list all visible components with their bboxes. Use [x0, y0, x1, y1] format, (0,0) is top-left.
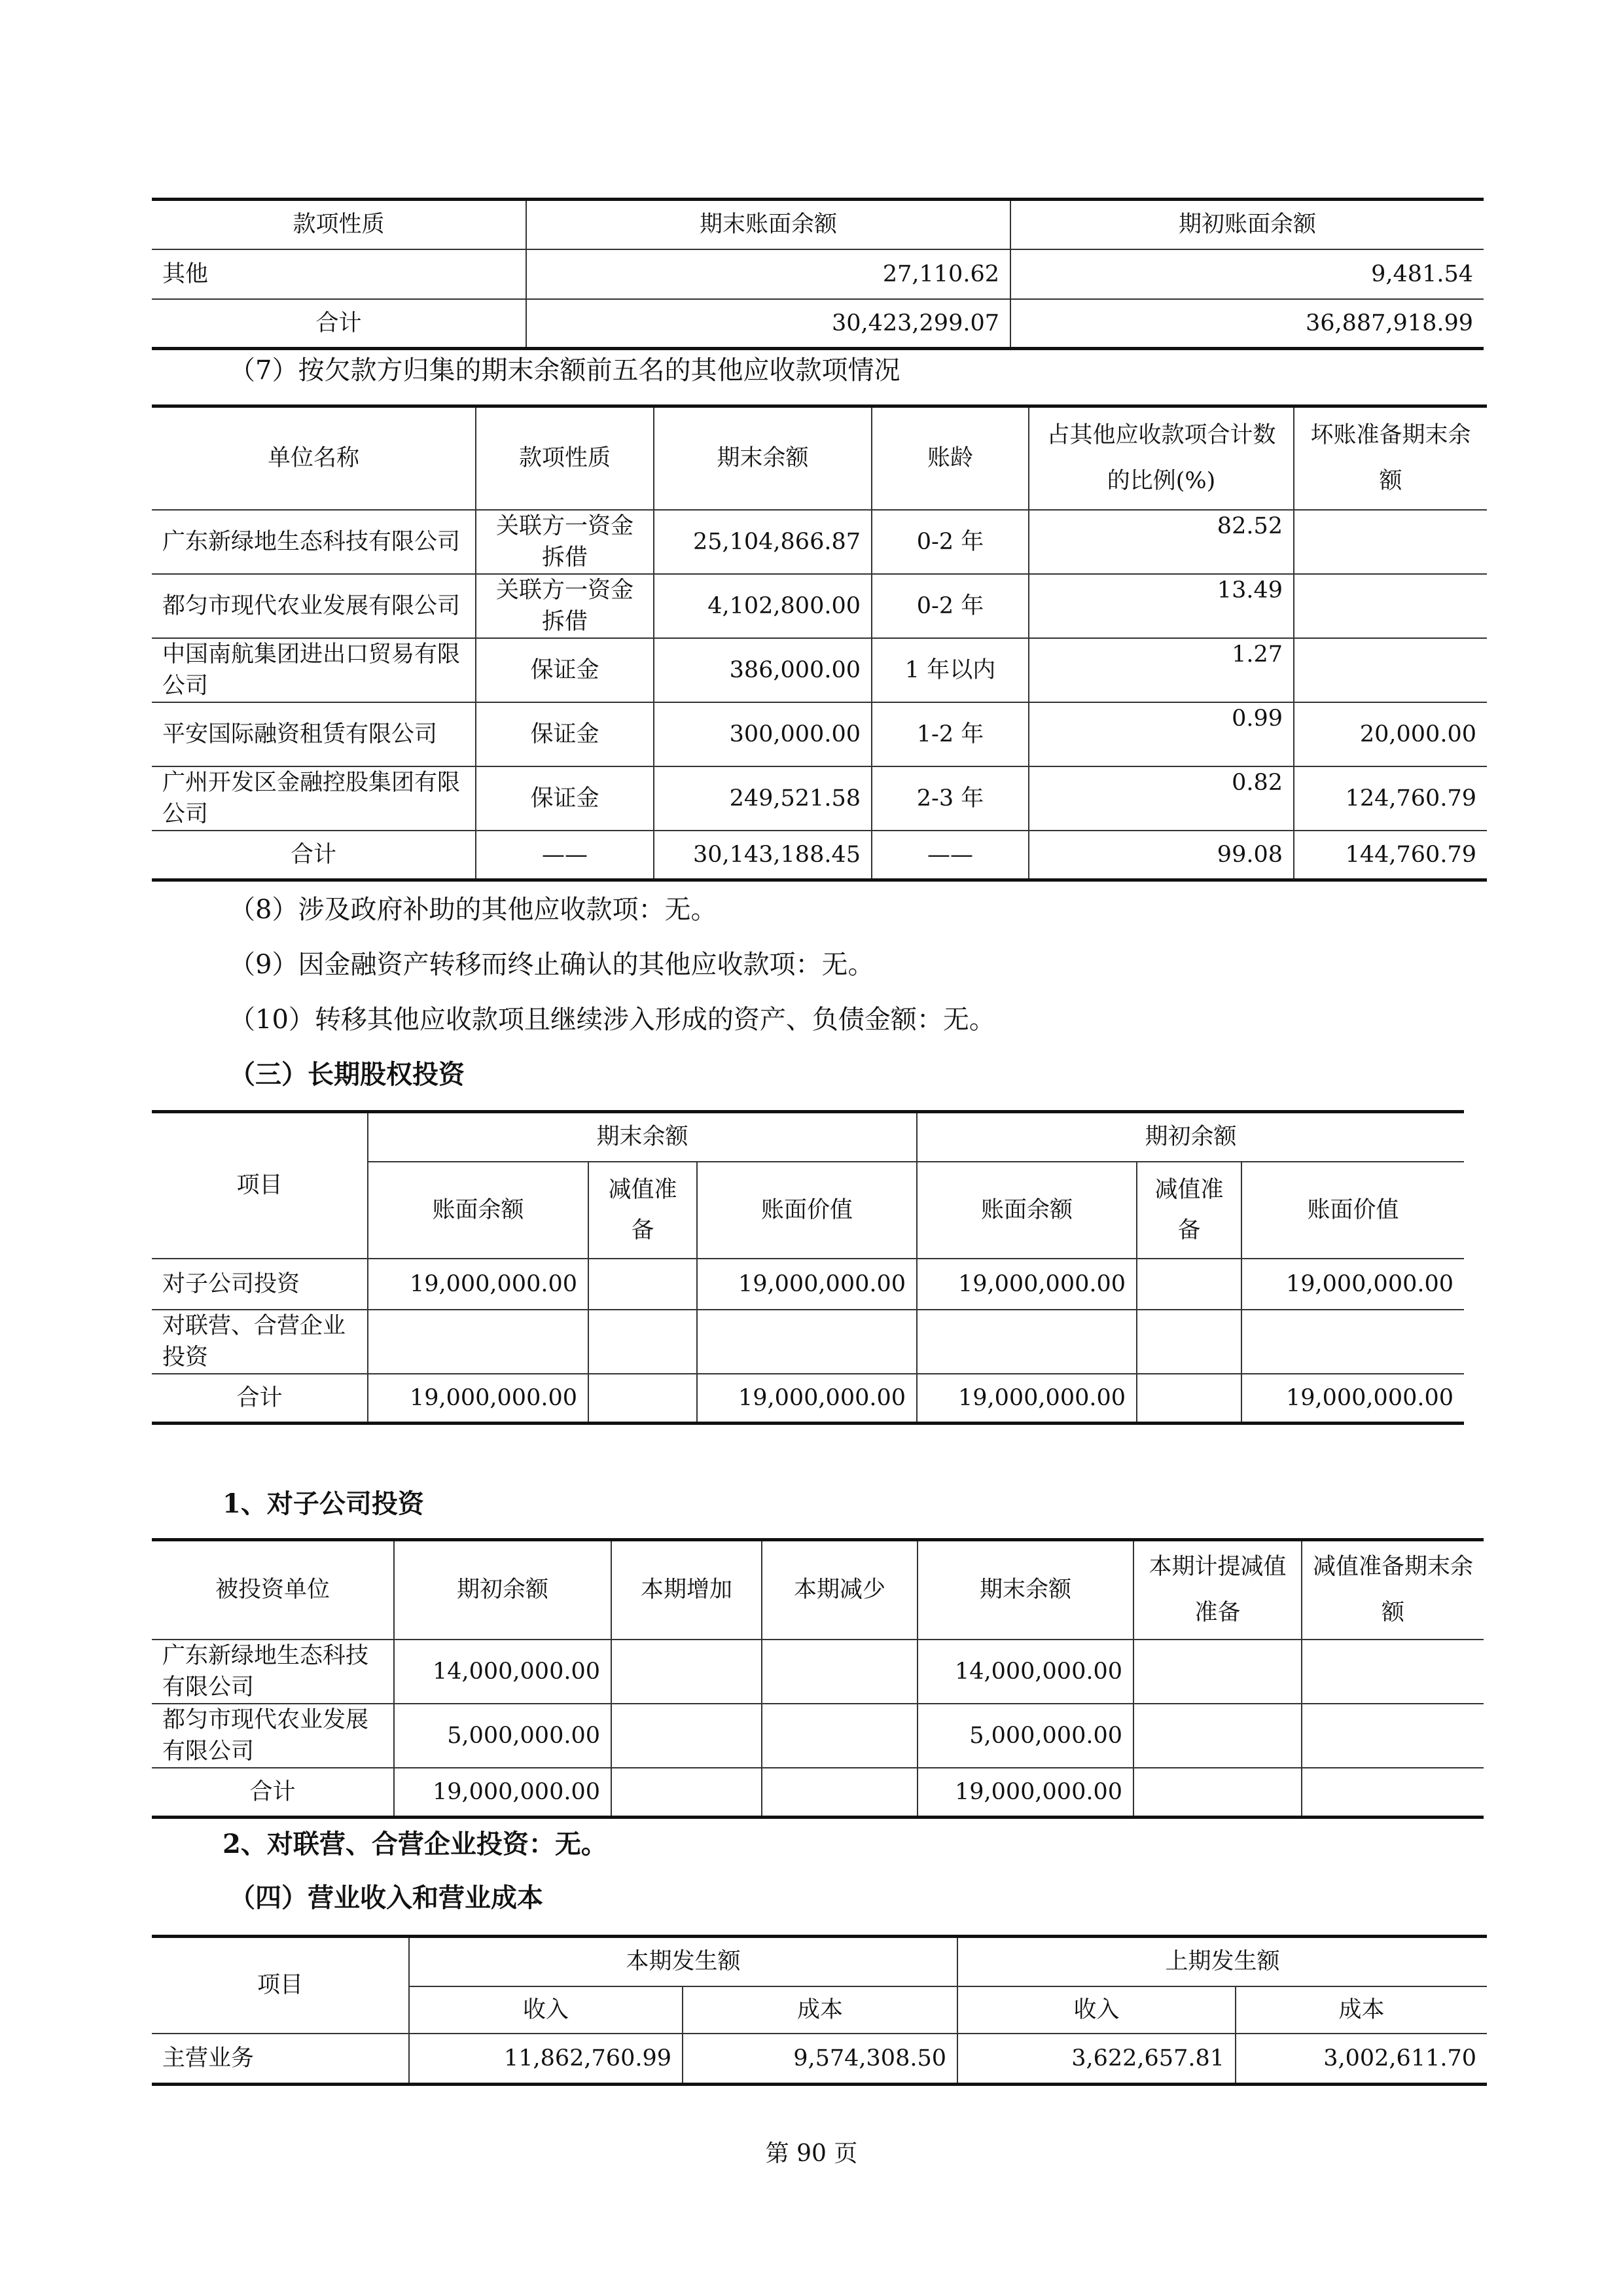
cell	[1302, 1640, 1484, 1704]
col-header: 减值准备	[588, 1162, 697, 1259]
cell: 合计	[152, 831, 476, 880]
cell: 144,760.79	[1294, 831, 1487, 880]
cell: 19,000,000.00	[917, 1259, 1137, 1310]
cell	[1302, 1704, 1484, 1768]
cell	[762, 1640, 918, 1704]
table-other-receivables-nature	[152, 198, 1484, 350]
col-header: 本期增加	[611, 1540, 762, 1640]
section-heading-10: （10）转移其他应收款项且继续涉入形成的资产、负债金额：无。	[229, 1005, 995, 1035]
cell: 对子公司投资	[152, 1259, 368, 1310]
col-header: 本期计提减值准备	[1133, 1540, 1302, 1640]
group-header: 上期发生额	[957, 1937, 1487, 1986]
col-header: 减值准备	[1137, 1162, 1241, 1259]
cell: 82.52	[1029, 510, 1294, 574]
cell: 合计	[152, 1768, 394, 1818]
table-row	[152, 702, 1487, 766]
col-header: 减值准备期末余额	[1302, 1540, 1484, 1640]
cell: 19,000,000.00	[697, 1259, 917, 1310]
cell: 14,000,000.00	[394, 1640, 611, 1704]
cell	[762, 1768, 918, 1818]
cell: 保证金	[476, 702, 654, 766]
cell: 25,104,866.87	[654, 510, 872, 574]
table-row	[152, 1259, 1464, 1310]
cell	[611, 1768, 762, 1818]
page-number: 第 90 页	[765, 2140, 858, 2167]
cell: 27,110.62	[526, 249, 1010, 299]
table-row	[152, 249, 1484, 299]
cell: 19,000,000.00	[368, 1259, 588, 1310]
cell: 1.27	[1029, 638, 1294, 702]
cell: 0-2 年	[872, 574, 1029, 638]
subsection-heading-subsidiary: 1、对子公司投资	[223, 1488, 424, 1519]
cell: 19,000,000.00	[394, 1768, 611, 1818]
section-heading-7: （7）按欠款方归集的期末余额前五名的其他应收款项情况	[229, 355, 901, 386]
cell	[1241, 1310, 1464, 1374]
cell: 0.99	[1029, 702, 1294, 766]
cell	[1294, 510, 1487, 574]
cell	[1137, 1374, 1241, 1424]
cell: 19,000,000.00	[917, 1374, 1137, 1424]
cell: 广州开发区金融控股集团有限公司	[152, 766, 476, 831]
table-row	[152, 766, 1487, 831]
cell: 19,000,000.00	[1241, 1259, 1464, 1310]
cell	[1133, 1704, 1302, 1768]
cell: 5,000,000.00	[918, 1704, 1133, 1768]
cell: 9,574,308.50	[683, 2034, 957, 2085]
cell: 19,000,000.00	[697, 1374, 917, 1424]
cell: 3,622,657.81	[957, 2034, 1236, 2085]
cell: 11,862,760.99	[409, 2034, 683, 2085]
cell	[1294, 638, 1487, 702]
cell: 1-2 年	[872, 702, 1029, 766]
cell: 30,143,188.45	[654, 831, 872, 880]
section-heading-8: （8）涉及政府补助的其他应收款项：无。	[229, 895, 717, 925]
col-header: 成本	[1236, 1986, 1487, 2034]
cell	[1302, 1768, 1484, 1818]
col-header: 项目	[152, 1937, 409, 2034]
col-header: 被投资单位	[152, 1540, 394, 1640]
table-subsidiary-investment	[152, 1538, 1484, 1819]
table-row	[152, 574, 1487, 638]
cell	[697, 1310, 917, 1374]
group-header: 本期发生额	[409, 1937, 957, 1986]
cell: 13.49	[1029, 574, 1294, 638]
cell	[588, 1310, 697, 1374]
table-revenue-cost	[152, 1935, 1487, 2086]
cell: 0.82	[1029, 766, 1294, 831]
col-header: 期末账面余额	[526, 200, 1010, 249]
section-heading-9: （9）因金融资产转移而终止确认的其他应收款项：无。	[229, 950, 874, 980]
cell: 保证金	[476, 766, 654, 831]
cell	[1133, 1640, 1302, 1704]
table-row	[152, 510, 1487, 574]
cell: 关联方一资金拆借	[476, 574, 654, 638]
col-header: 款项性质	[152, 200, 526, 249]
cell: 19,000,000.00	[918, 1768, 1133, 1818]
cell: 124,760.79	[1294, 766, 1487, 831]
col-header: 收入	[409, 1986, 683, 2034]
cell: 99.08	[1029, 831, 1294, 880]
cell: 386,000.00	[654, 638, 872, 702]
cell	[917, 1310, 1137, 1374]
cell: 关联方一资金拆借	[476, 510, 654, 574]
group-header: 期初余额	[917, 1112, 1464, 1162]
total-row	[152, 299, 1484, 349]
cell: 9,481.54	[1010, 249, 1484, 299]
cell	[1133, 1768, 1302, 1818]
cell: 3,002,611.70	[1236, 2034, 1487, 2085]
table-row	[152, 1704, 1484, 1768]
section-heading-long-term-equity: （三）长期股权投资	[229, 1059, 465, 1090]
group-header: 期末余额	[368, 1112, 917, 1162]
cell: 19,000,000.00	[1241, 1374, 1464, 1424]
cell: 中国南航集团进出口贸易有限公司	[152, 638, 476, 702]
col-header: 项目	[152, 1112, 368, 1259]
cell: 14,000,000.00	[918, 1640, 1133, 1704]
cell: 对联营、合营企业投资	[152, 1310, 368, 1374]
table-row	[152, 2034, 1487, 2085]
cell: 300,000.00	[654, 702, 872, 766]
cell: 广东新绿地生态科技有限公司	[152, 1640, 394, 1704]
table-top5-receivables	[152, 404, 1487, 882]
cell: 20,000.00	[1294, 702, 1487, 766]
cell: 1 年以内	[872, 638, 1029, 702]
col-header: 账面余额	[917, 1162, 1137, 1259]
col-header: 账面余额	[368, 1162, 588, 1259]
cell	[1294, 574, 1487, 638]
total-row	[152, 1768, 1484, 1818]
cell: 其他	[152, 249, 526, 299]
col-header: 期初账面余额	[1010, 200, 1484, 249]
col-header: 占其他应收款项合计数的比例(%)	[1029, 406, 1294, 510]
cell: 2-3 年	[872, 766, 1029, 831]
table-row	[152, 638, 1487, 702]
total-row	[152, 831, 1487, 880]
cell: 249,521.58	[654, 766, 872, 831]
cell: 保证金	[476, 638, 654, 702]
table-row	[152, 1310, 1464, 1374]
cell	[762, 1704, 918, 1768]
col-header: 期末余额	[654, 406, 872, 510]
col-header: 期末余额	[918, 1540, 1133, 1640]
cell	[1137, 1259, 1241, 1310]
col-header: 坏账准备期末余额	[1294, 406, 1487, 510]
section-heading-revenue-cost: （四）营业收入和营业成本	[229, 1882, 543, 1913]
col-header: 账面价值	[697, 1162, 917, 1259]
col-header: 期初余额	[394, 1540, 611, 1640]
cell: 19,000,000.00	[368, 1374, 588, 1424]
col-header: 成本	[683, 1986, 957, 2034]
col-header: 单位名称	[152, 406, 476, 510]
cell	[611, 1704, 762, 1768]
cell: 0-2 年	[872, 510, 1029, 574]
col-header: 账面价值	[1241, 1162, 1464, 1259]
cell	[588, 1259, 697, 1310]
cell: 广东新绿地生态科技有限公司	[152, 510, 476, 574]
col-header: 收入	[957, 1986, 1236, 2034]
subsection-heading-associates: 2、对联营、合营企业投资：无。	[223, 1829, 607, 1859]
cell: 平安国际融资租赁有限公司	[152, 702, 476, 766]
cell	[1137, 1310, 1241, 1374]
col-header: 账龄	[872, 406, 1029, 510]
table-long-term-equity	[152, 1110, 1464, 1425]
cell: 5,000,000.00	[394, 1704, 611, 1768]
cell	[611, 1640, 762, 1704]
cell: ——	[872, 831, 1029, 880]
cell	[368, 1310, 588, 1374]
cell: ——	[476, 831, 654, 880]
cell: 36,887,918.99	[1010, 299, 1484, 349]
cell: 30,423,299.07	[526, 299, 1010, 349]
cell: 合计	[152, 1374, 368, 1424]
cell: 合计	[152, 299, 526, 349]
cell: 都匀市现代农业发展有限公司	[152, 574, 476, 638]
cell	[588, 1374, 697, 1424]
col-header: 款项性质	[476, 406, 654, 510]
table-row	[152, 1640, 1484, 1704]
cell: 主营业务	[152, 2034, 409, 2085]
cell: 4,102,800.00	[654, 574, 872, 638]
total-row	[152, 1374, 1464, 1424]
cell: 都匀市现代农业发展有限公司	[152, 1704, 394, 1768]
col-header: 本期减少	[762, 1540, 918, 1640]
